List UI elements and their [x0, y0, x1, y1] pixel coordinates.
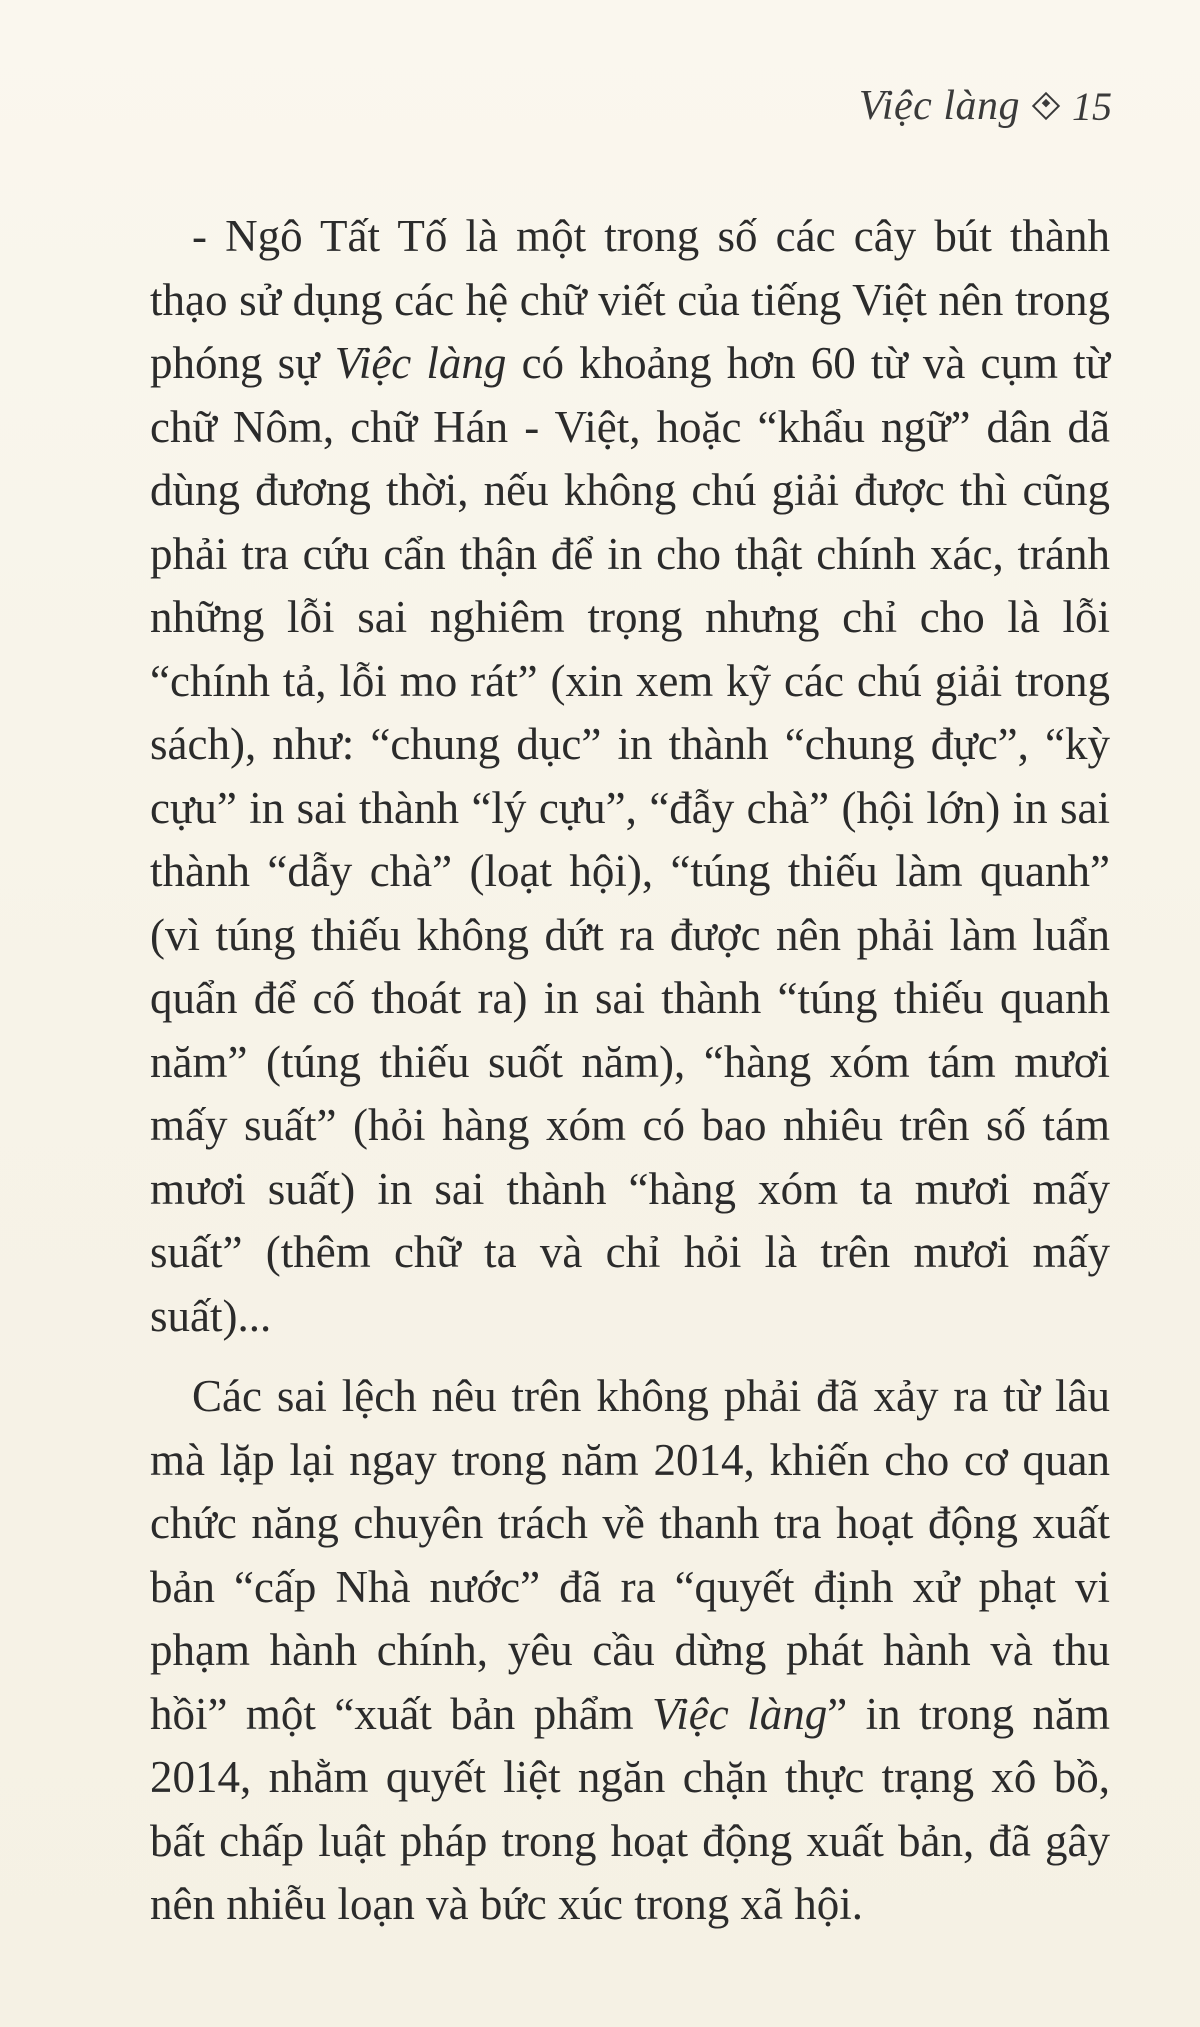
paragraph-2-text: Các sai lệch nêu trên không phải đã xảy ra từ lâu mà lặp lại ngay trong năm 2014, khiến cho cơ quan chức năng chuyên trách về thanh tra hoạt động xuất bản “cấp Nhà nước” đã ra “quyết định xử phạt vi phạm hành chính, yêu cầu dừng phát hành và thu hồi” một “xuất bản phẩm: [150, 1371, 1110, 1739]
paragraph-1-text: - Ngô Tất Tố là một trong số các cây bút thành thạo sử dụng các hệ chữ viết của tiếng Việt nên trong phóng sự: [150, 211, 1110, 388]
body-text: [150, 205, 1110, 1937]
paragraph-1: [150, 205, 1110, 1348]
page-number: 15: [1072, 83, 1112, 129]
paragraph-2: [150, 1365, 1110, 1937]
diamond-ornament-icon: [1032, 92, 1060, 120]
running-title: Việc làng: [858, 83, 1020, 129]
book-title-italic: Việc làng: [334, 338, 507, 388]
book-title-italic: Việc làng: [652, 1688, 828, 1739]
paragraph-1-text-cont: có khoảng hơn 60 từ và cụm từ chữ Nôm, chữ Hán - Việt, hoặc “khẩu ngữ” dân dã dùng đương thời, nếu không chú giải được thì cũng phải tra cứu cẩn thận để in cho thật chính xác, tránh những lỗi sai nghiêm trọng nhưng chỉ cho là lỗi “chính tả, lỗi mo rát” (xin xem kỹ các chú giải trong sách), như: “chung dục” in thành “chung đực”, “kỳ cựu” in sai thành “lý cựu”, “đẫy chà” (hội lớn) in sai thành “dẫy chà” (loạt hội), “túng thiếu làm quanh” (vì túng thiếu không dứt ra được nên phải làm luẩn quẩn để cố thoát ra) in sai thành “túng thiếu quanh năm” (túng thiếu suốt năm), “hàng xóm tám mươi mấy suất” (hỏi hàng xóm có bao nhiêu trên số tám mươi suất) in sai thành “hàng xóm ta mươi mấy suất” (thêm chữ ta và chỉ hỏi là trên mươi mấy suất)...: [150, 338, 1111, 1341]
running-header: [859, 82, 1112, 130]
paragraph-2-text-cont: ” in trong năm 2014, nhằm quyết liệt ngăn chặn thực trạng xô bồ, bất chấp luật pháp trong hoạt động xuất bản, đã gây nên nhiễu loạn và bức xúc trong xã hội.: [150, 1688, 1110, 1929]
